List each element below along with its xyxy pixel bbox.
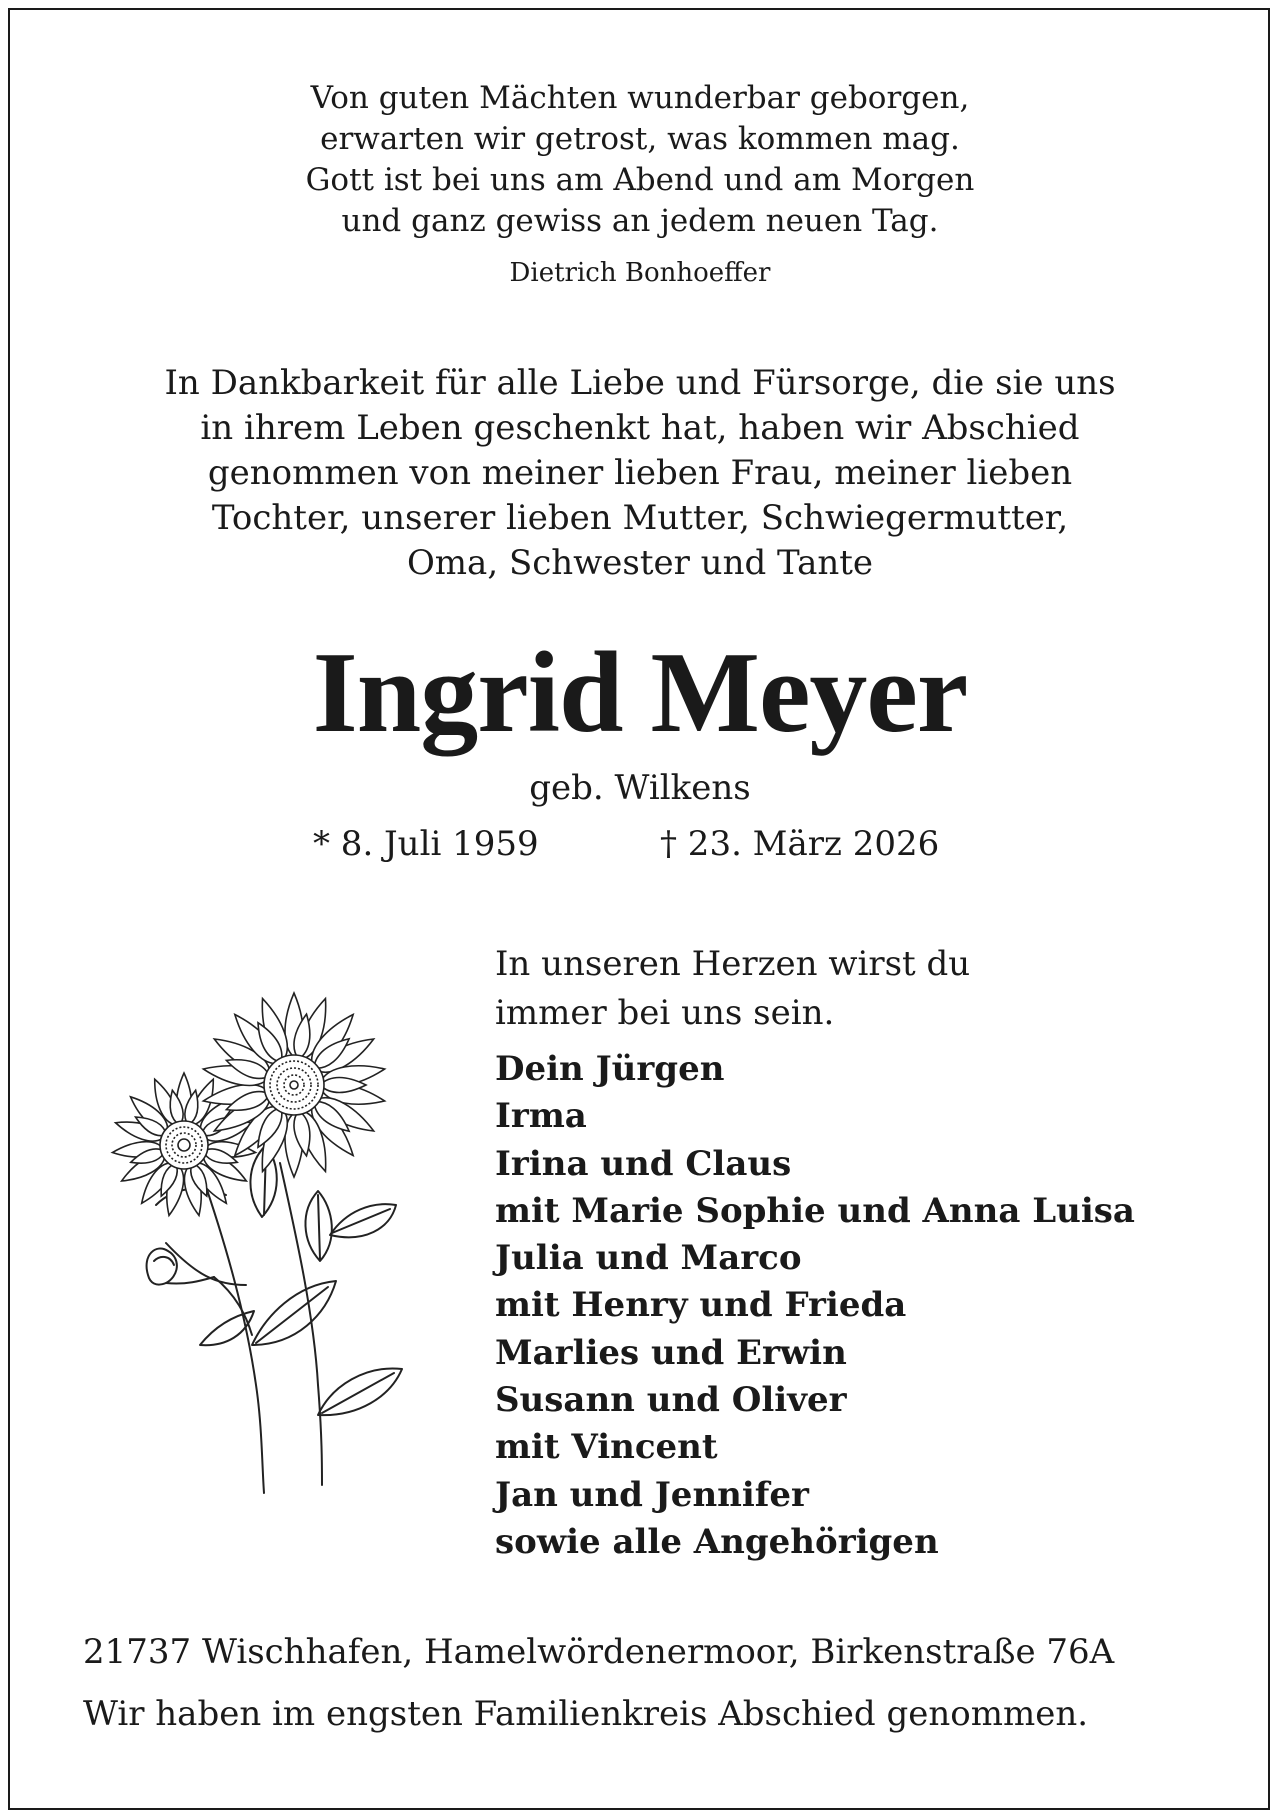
quote-line: Von guten Mächten wunderbar geborgen, xyxy=(310,80,970,116)
mourners-list xyxy=(495,1046,1135,1566)
mourner-entry: Susann und Oliver xyxy=(495,1380,847,1421)
intro-line: genommen von meiner lieben Frau, meiner lieben xyxy=(207,453,1073,493)
death-date: † 23. März 2026 xyxy=(660,824,940,864)
mourner-entry: Irina und Claus xyxy=(495,1143,792,1184)
mourner-entry: mit Henry und Frieda xyxy=(495,1285,907,1326)
deceased-name: Ingrid Meyer xyxy=(312,629,968,757)
motto-line: In unseren Herzen wirst du xyxy=(495,944,971,984)
quote-author: Dietrich Bonhoeffer xyxy=(509,258,771,288)
mourner-entry: Julia und Marco xyxy=(495,1238,802,1279)
family-address: 21737 Wischhafen, Hamelwördenermoor, Birkenstraße 76A xyxy=(83,1632,1115,1672)
mourner-entry: mit Marie Sophie und Anna Luisa xyxy=(495,1190,1135,1231)
sunflower-icon xyxy=(96,985,436,1497)
mourner-entry: Irma xyxy=(495,1096,587,1137)
quote-line: erwarten wir getrost, was kommen mag. xyxy=(320,121,960,157)
motto-text xyxy=(495,940,970,1038)
mourner-entry: Jan und Jennifer xyxy=(495,1474,809,1515)
intro-line: In Dankbarkeit für alle Liebe und Fürsorge, die sie uns xyxy=(164,363,1116,403)
quote-line: und ganz gewiss an jedem neuen Tag. xyxy=(341,203,939,239)
motto-line: immer bei uns sein. xyxy=(495,993,835,1033)
mourner-entry: sowie alle Angehörigen xyxy=(495,1521,939,1562)
mourner-entry: Marlies und Erwin xyxy=(495,1332,847,1373)
bonhoeffer-quote xyxy=(0,78,1280,242)
birth-date: * 8. Juli 1959 xyxy=(313,824,539,864)
mourner-entry: Dein Jürgen xyxy=(495,1049,725,1089)
quote-line: Gott ist bei uns am Abend und am Morgen xyxy=(305,162,975,198)
intro-line: Oma, Schwester und Tante xyxy=(406,543,874,583)
intro-line: Tochter, unserer lieben Mutter, Schwiegermutter, xyxy=(211,498,1069,538)
closing-note: Wir haben im engsten Familienkreis Abschied genommen. xyxy=(83,1694,1089,1734)
intro-line: in ihrem Leben geschenkt hat, haben wir Abschied xyxy=(200,408,1080,448)
intro-text xyxy=(0,361,1280,586)
mourner-entry: mit Vincent xyxy=(495,1427,718,1468)
birth-name: geb. Wilkens xyxy=(529,768,751,808)
